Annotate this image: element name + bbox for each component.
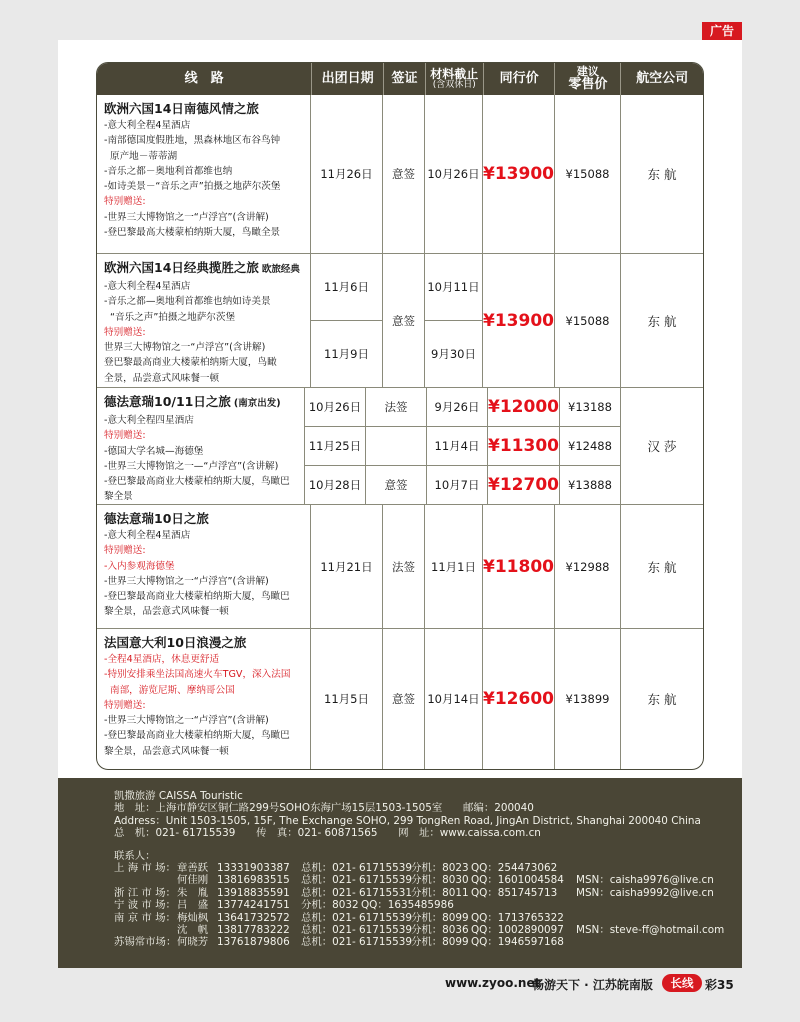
airline: 东 航 [647, 313, 677, 329]
contact-msn: MSN：caisha9992@live.cn [576, 886, 714, 899]
market [114, 874, 177, 886]
schedule-row [305, 388, 621, 426]
contacts-label: 联系人： [114, 849, 156, 862]
visa-type: 意签 [366, 466, 427, 504]
header-airline: 航空公司 [636, 71, 689, 87]
material-deadline: 10月14日 [425, 629, 483, 769]
tour-line: -德国大学名城—海德堡 [104, 445, 204, 457]
retail-price: ¥13899 [555, 629, 621, 769]
retail-price: ¥12488 [560, 427, 621, 465]
market: 浙 江 市 场： [114, 886, 176, 899]
contact-tel: 总机：021- 61715539 [301, 924, 412, 937]
header-retail-label: 零售价 [568, 76, 608, 92]
contact-name: 吕 盛 [177, 899, 209, 912]
header-peer-price: 同行价 [484, 63, 556, 95]
schedule-row [311, 629, 703, 769]
airline: 东 航 [647, 692, 677, 707]
tour-line: 南部，游览尼斯、摩纳哥公国 [110, 684, 235, 696]
contact-qq: QQ：851745713 [471, 886, 558, 899]
contact-name: 何佳刚 [177, 874, 209, 887]
tour-row [97, 95, 703, 253]
contact-row [114, 862, 742, 874]
website-link[interactable]: www.zyoo.net [445, 976, 541, 990]
schedule-stack [305, 388, 621, 504]
deadline-stack [425, 254, 483, 387]
contact-row [114, 924, 742, 936]
tour-line: 全景，品尝意式风味餐一顿 [104, 372, 220, 384]
tour-line: “音乐之声”拍摄之地萨尔茨堡 [110, 311, 236, 323]
schedule-row [311, 95, 703, 253]
gift-label: 特别赠送: [104, 545, 146, 557]
header-route: 线 路 [97, 63, 312, 95]
material-deadline: 11月1日 [425, 505, 483, 628]
peer-price: ¥11300 [488, 427, 560, 465]
tour-line: -南部德国度假胜地，黑森林地区布谷鸟钟 [104, 135, 281, 147]
company-name: 凯撒旅游 CAISSA Touristic [114, 790, 243, 802]
market: 苏锡常市场： [114, 936, 177, 949]
tour-title: 法国意大利10日浪漫之旅 [104, 635, 247, 650]
tour-line: 黎全景，品尝意式风味餐一顿 [104, 745, 229, 757]
contact-tel: 总机：021- 61715531 [301, 886, 412, 899]
retail-price: ¥15088 [555, 254, 621, 387]
contact-tel: 总机：021- 61715539 [301, 874, 412, 887]
tour-line: -世界三大博物馆之一“卢浮宫”(含讲解) [104, 211, 269, 223]
header-visa: 签证 [384, 63, 426, 95]
tour-title [104, 259, 306, 278]
tour-line: -意大利全程四星酒店 [104, 415, 194, 426]
spacer [114, 840, 742, 850]
tour-title-sub: 欧旅经典 [261, 264, 300, 275]
phone-line: 总 机：021- 61715539 传 真：021- 60871565 网 址：www.caissa.com.cn [114, 827, 541, 840]
contact-mobile: 13816983515 [217, 874, 290, 887]
market: 南 京 市 场： [114, 911, 176, 924]
contact-mobile: 13918835591 [217, 886, 290, 899]
tour-row [97, 387, 703, 504]
contact-qq: QQ：1002890097 [471, 924, 564, 937]
contact-row [114, 936, 742, 948]
retail-price: ¥15088 [555, 95, 621, 253]
contact-ext: 分机：8032 [301, 899, 359, 912]
tour-line: -世界三大博物馆之一“卢浮宫”(含讲解) [104, 575, 269, 587]
tour-line: -登巴黎最高商业大楼蒙柏纳斯大厦，鸟瞰巴 [104, 730, 290, 742]
departure-date: 11月21日 [311, 505, 383, 628]
contact-tel: 总机：021- 61715539 [301, 911, 412, 924]
header-deadline-sub: (含双休日) [432, 79, 476, 90]
schedule-row [305, 465, 621, 504]
tour-line: -入内参观海德堡 [104, 560, 175, 572]
tour-line: -全程4星酒店，休息更舒适 [104, 654, 220, 665]
tour-line: 黎全景 [104, 491, 133, 503]
tour-title-text: 德法意瑞10/11日之旅 [104, 394, 231, 409]
tour-title-sub: (南京出发) [233, 398, 281, 409]
tour-title [104, 393, 300, 412]
visa-type: 意签 [383, 629, 425, 769]
contact-mobile: 13331903387 [217, 862, 290, 875]
header-date: 出团日期 [312, 63, 384, 95]
visa-type: 法签 [366, 388, 427, 426]
tour-title: 欧洲六国14日南德风情之旅 [104, 101, 259, 116]
contact-qq: QQ：1601004584 [471, 874, 564, 887]
contact-name: 朱 胤 [177, 886, 209, 899]
tour-line: -意大利全程4星酒店 [104, 281, 191, 292]
material-deadline: 10月11日 [425, 254, 483, 320]
tour-line: -登巴黎最高大楼蒙柏纳斯大厦，鸟瞰全景 [104, 227, 281, 239]
tour-route [97, 254, 311, 387]
gift-label: 特别赠送: [104, 196, 146, 208]
peer-price: ¥12600 [483, 629, 555, 769]
header-deadline-label: 材料截止 [430, 66, 479, 81]
address-en: Address：Unit 1503-1505, 15F, The Exchange SOHO, 299 TongRen Road, JingAn District, Shanghai 200040 China [114, 814, 701, 827]
material-deadline: 9月26日 [427, 388, 488, 426]
contact-name: 何晓芳 [177, 936, 209, 949]
tour-route [97, 505, 311, 628]
departure-date: 11月5日 [311, 629, 383, 769]
visa-type: 法签 [383, 505, 425, 628]
contact-msn: MSN：steve-ff@hotmail.com [576, 924, 725, 937]
material-deadline: 11月4日 [427, 427, 488, 465]
tour-title-text: 欧洲六国14日经典揽胜之旅 [104, 260, 259, 275]
tour-cols [305, 388, 703, 504]
airline: 东 航 [647, 559, 677, 575]
departure-date: 11月26日 [311, 95, 383, 253]
contact-tel: 总机：021- 61715539 [301, 862, 412, 875]
tour-line: -特别安排乘坐法国高速火车TGV，深入法国 [104, 669, 291, 681]
tour-cols [311, 505, 703, 628]
contact-qq: QQ：254473062 [471, 862, 558, 875]
tour-route [97, 95, 311, 253]
peer-price: ¥13900 [483, 95, 555, 253]
tour-row [97, 504, 703, 628]
contact-ext: 分机：8030 [411, 874, 469, 887]
gift-label: 特别赠送: [104, 326, 146, 338]
tour-row [97, 628, 703, 769]
visa-type: 意签 [383, 95, 425, 253]
section-badge: 长线 [662, 974, 702, 992]
contact-qq: QQ：1713765322 [471, 911, 564, 924]
tour-cols [311, 254, 703, 387]
tour-title: 德法意瑞10日之旅 [104, 511, 209, 526]
tour-line: 黎全景，品尝意式风味餐一顿 [104, 606, 229, 618]
peer-price: ¥12000 [488, 388, 560, 426]
departure-date: 10月26日 [305, 388, 366, 426]
tour-line: -音乐之都—奥地利首都维也纳如诗美景 [104, 296, 271, 308]
contact-panel [58, 778, 742, 968]
date-stack [311, 254, 383, 387]
tour-cols [311, 95, 703, 253]
market [114, 924, 177, 936]
contact-name: 章善跃 [177, 862, 209, 875]
tour-line: 世界三大博物馆之一“卢浮宫”(含讲解) [104, 342, 266, 354]
tour-line: -如诗美景－“音乐之声”拍摄之地萨尔茨堡 [104, 181, 281, 193]
tour-line: -音乐之都－奥地利首都维也纳 [104, 165, 233, 177]
peer-price: ¥11800 [483, 505, 555, 628]
contact-name: 梅灿枫 [177, 911, 209, 924]
tour-line: -意大利全程4星酒店 [104, 120, 191, 131]
header-retail-top: 建议 [576, 65, 599, 79]
contact-ext: 分机：8023 [411, 862, 469, 875]
retail-price: ¥13188 [560, 388, 621, 426]
airline: 东 航 [647, 167, 677, 182]
tour-route [97, 388, 305, 504]
gift-label: 特别赠送: [104, 699, 146, 711]
tour-line: -意大利全程4星酒店 [104, 530, 191, 541]
airline: 汉 莎 [647, 439, 677, 454]
contact-mobile: 13817783222 [217, 924, 290, 937]
gift-label: 特别赠送: [104, 430, 146, 442]
contact-qq: QQ：1635485986 [361, 899, 454, 912]
header-deadline [426, 63, 484, 95]
peer-price: ¥12700 [488, 466, 560, 504]
tour-row [97, 253, 703, 387]
page-number: 彩35 [705, 978, 734, 992]
market: 宁 波 市 场： [114, 899, 176, 912]
contact-row [114, 912, 742, 924]
header-retail [555, 63, 621, 95]
tour-line: -世界三大博物馆之一“卢浮宫”(含讲解) [104, 715, 269, 727]
material-deadline: 10月26日 [425, 95, 483, 253]
contact-mobile: 13641732572 [217, 911, 290, 924]
visa-merged [366, 427, 427, 465]
contact-name: 沈 帆 [177, 924, 209, 937]
contact-row [114, 874, 742, 886]
departure-date: 10月28日 [305, 466, 366, 504]
tour-cols [311, 629, 703, 769]
tour-line: 登巴黎最高商业大楼蒙柏纳斯大厦，鸟瞰 [104, 357, 277, 369]
retail-price: ¥12988 [555, 505, 621, 628]
contact-row [114, 887, 742, 899]
tour-line: 原产地－蒂蒂湖 [110, 150, 178, 162]
publication-name: 畅游天下 · 江苏皖南版 [532, 978, 653, 992]
tour-line: -世界三大博物馆之一—“卢浮宫”(含讲解) [104, 460, 279, 472]
visa-type: 意签 [383, 254, 425, 387]
contact-ext: 分机：8011 [411, 886, 469, 899]
contact-ext: 分机：8099 [411, 911, 469, 924]
schedule-row [311, 505, 703, 628]
contact-tel: 总机：021- 61715539 [301, 936, 412, 949]
page-footer [0, 974, 800, 998]
market: 上 海 市 场： [114, 862, 176, 875]
contact-ext: 分机：8099 [411, 936, 469, 949]
schedule-row [305, 426, 621, 465]
tour-route [97, 629, 311, 769]
contact-qq: QQ：1946597168 [471, 936, 564, 949]
table-header [97, 63, 703, 95]
contact-ext: 分机：8036 [411, 924, 469, 937]
tour-table [96, 62, 704, 770]
contact-row [114, 899, 742, 911]
address-cn: 地 址：上海市静安区铜仁路299号SOHO东海广场15层1503-1505室 邮编：200040 [114, 802, 534, 815]
ad-tag: 广告 [702, 22, 742, 40]
tour-line: -登巴黎最高商业大楼蒙柏纳斯大厦，鸟瞰巴 [104, 476, 290, 488]
peer-price: ¥13900 [483, 254, 555, 387]
departure-date: 11月9日 [311, 320, 383, 387]
departure-date: 11月25日 [305, 427, 366, 465]
tour-line: -登巴黎最高商业大楼蒙柏纳斯大厦，鸟瞰巴 [104, 591, 290, 603]
contact-mobile: 13774241751 [217, 899, 290, 912]
material-deadline: 9月30日 [425, 320, 483, 387]
contact-msn: MSN：caisha9976@live.cn [576, 874, 714, 887]
material-deadline: 10月7日 [427, 466, 488, 504]
contact-mobile: 13761879806 [217, 936, 290, 949]
departure-date: 11月6日 [311, 254, 383, 320]
retail-price: ¥13888 [560, 466, 621, 504]
